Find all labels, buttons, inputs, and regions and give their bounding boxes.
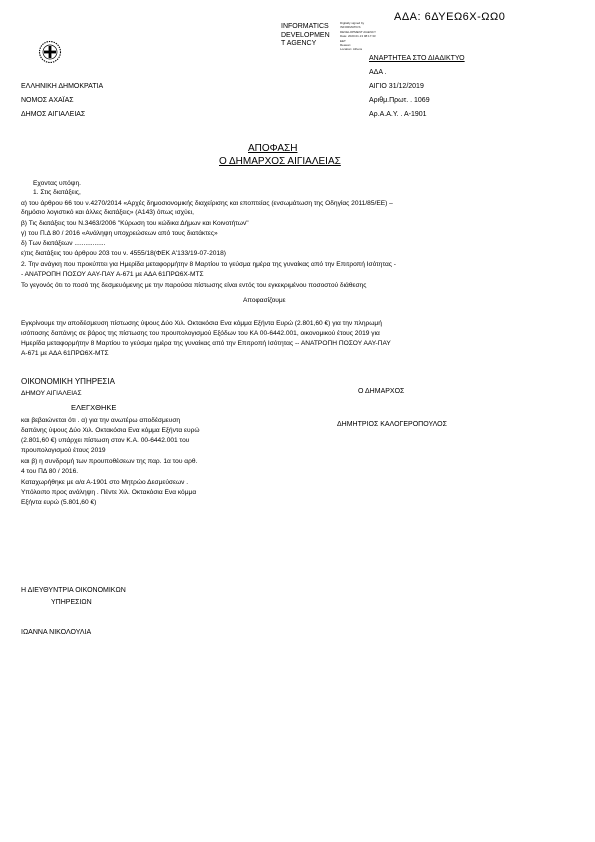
decision-line: ισόποσης δαπάνης σε βάρος της πίστωσης του προυπολογισμού Εξόδων του ΚΑ 00-6442.001, οικονομικού έτους 2019 για [21,330,380,337]
checked-line: (2.801,60 €) υπάρχει πίστωση στον Κ.Α. 00-6442.001 του [21,437,190,444]
consideration-line: Εχοντας υπόψη. [33,180,82,187]
mayor-name: ΔΗΜΗΤΡΙΟΣ ΚΑΛΟΓΕΡΟΠΟΥΛΟΣ [337,421,447,428]
consideration-line: 1. Στις διατάξεις, [33,189,81,196]
ref-protocol: Αριθμ.Πρωτ. . 1069 [369,97,430,104]
decision-line: Α-671 με ΑΔΑ 61ΠΡΩ6Χ-ΜΤΣ [21,350,109,357]
ref-aay: Αρ.Α.Α.Υ. . Α-1901 [369,111,427,118]
ida-logo-line: T AGENCY [281,40,317,47]
checked-line: Καταχωρήθηκε με α/α Α-1901 στο Μητρώο Δεσμεύσεων . [21,479,189,486]
document-title: ΑΠΟΦΑΣΗ [248,143,298,154]
checked-line: προυπολογισμού έτους 2019 [21,447,106,454]
consideration-line: α) του άρθρου 66 του ν.4270/2014 «Αρχές δημοσιονομικής διαχείρισης και εποπτείας (ενσωμάτωση της Οδηγίας 2011/85/ΕΕ) – [21,200,393,207]
finance-unit-title: ΟΙΚΟΝΟΜΙΚΗ ΥΠΗΡΕΣΙΑ [21,377,115,386]
consideration-line: 2. Την ανάγκη που προκύπτει για Ημερίδα μεταφορμήτην 8 Μαρτίου το γεύσμα ημέρα της γυναίκας από την Επιτροπή Ισότητας - [21,261,396,268]
director-title-line2: ΥΠΗΡΕΣΙΩΝ [51,599,92,606]
ref-line: ΑΔΑ . [369,69,387,76]
checked-heading: ΕΛΕΓΧΘΗΚΕ [71,403,117,412]
decision-line: Ημερίδα μεταφορμήτην 8 Μαρτίου το γεύσμα ημέρα της γυναίκας από την Επιτροπή Ισότητας -- ΑΝΑΤΡΟΠΗ ΠΟΣΟΥ ΑΑΥ-ΠΑΥ [21,340,391,347]
finance-unit-muni: ΔΗΜΟΥ ΑΙΓΙΑΛΕΙΑΣ [21,390,82,397]
checked-line: και βεβαιώνεται ότι . α) για την ανωτέρω αποδέσμευση [21,417,181,424]
signature-detail-line: Location: Athens [340,47,363,52]
consideration-line: δ) Των διατάξεων ................. [21,240,106,247]
consideration-line: - ΑΝΑΤΡΟΠΗ ΠΟΣΟΥ ΑΑΥ-ΠΑΥ Α-671 με ΑΔΑ 61ΠΡΩ6Χ-ΜΤΣ [21,271,204,278]
decide-heading: Αποφασίζουμε [243,297,286,304]
issuer-line: ΝΟΜΟΣ ΑΧΑΪΑΣ [21,97,74,104]
issuer-line: ΕΛΛΗΝΙΚΗ ΔΗΜΟΚΡΑΤΙΑ [21,83,104,90]
decision-line: Εγκρίνουμε την αποδέσμευση πίστωσης ύψους Δύο Χιλ. Οκτακόσια Ενα κόμμα Εξήντα Ευρώ (2.801,60 €) για την πληρωμή [21,320,382,327]
director-name: ΙΩΑΝΝΑ ΝΙΚΟΛΟΥΛΙΑ [21,629,92,636]
ref-date: ΑΙΓΙΟ 31/12/2019 [369,83,424,90]
checked-line: δαπάνης ύψους Δύο Χιλ. Οκτακόσια Ενα κόμμα Εξήντα ευρώ [21,427,200,434]
digital-signature-details [340,21,388,52]
consideration-line: β) Τις διατάξεις του Ν.3463/2006 "Κύρωση του κώδικα Δήμων και Κοινοτήτων" [21,220,249,227]
signature-detail-line: EET [340,38,346,43]
checked-line: Υπόλοιπο προς ανάληψη . Πέντε Χιλ. Οκτακόσια Ενα κόμμα [21,489,197,496]
posted-online-label: ΑΝΑΡΤΗΤΕΑ ΣΤΟ ΔΙΑΔΙΚΤΥΟ [369,55,465,62]
issuer-line: ΔΗΜΟΣ ΑΙΓΙΑΛΕΙΑΣ [21,111,86,118]
document-subtitle: Ο ΔΗΜΑΡΧΟΣ ΑΙΓΙΑΛΕΙΑΣ [219,156,341,167]
checked-line: 4 του ΠΔ 80 / 2016. [21,468,79,475]
checked-line: και β) η συνδρομή των προυποθέσεων της παρ. 1α του αρθ. [21,458,198,465]
consideration-line: ε)τις διατάξεις του άρθρου 203 του ν. 4555/18(ΦΕΚ Α'133/19-07-2018) [21,250,226,257]
signature-detail-line: Date: 2020.01.13 08:17:33 [340,34,376,39]
consideration-line: δημόσιο λογιστικό και άλλες διατάξεις» (Α143) όπως ισχύει, [21,209,194,216]
ida-logo-text [281,23,330,49]
signature-detail-line: DEVELOPMENT AGENCY [340,29,376,34]
ada-header: ΑΔΑ: 6ΔΥΕΩ6Χ-ΩΩ0 [394,11,506,23]
signature-detail-line: INFORMATICS [340,25,361,30]
mayor-title: Ο ΔΗΜΑΡΧΟΣ [358,388,405,395]
ida-logo-line: DEVELOPMEN [281,31,330,39]
signature-detail-line: Reason: [340,43,352,48]
signature-detail-line: Digitally signed by [340,21,365,25]
director-title-line1: Η ΔΙΕΥΘΥΝΤΡΙΑ ΟΙΚΟΝΟΜΙΚΩΝ [21,587,126,594]
checked-line: Εξήντα ευρώ (5.801,60 €) [21,499,97,506]
consideration-line: Το γεγονός ότι το ποσό της δεσμευόμενης με την παρούσα πίστωσης είναι εντός του εγκεκριμένου ποσοστού διάθεσης [21,282,367,289]
consideration-line: γ) του Π.Δ 80 / 2016 «Ανάληψη υποχρεώσεων από τους διατάκτες» [21,230,218,237]
greek-emblem-icon [38,40,62,64]
ida-logo-line: INFORMATICS [281,23,329,30]
